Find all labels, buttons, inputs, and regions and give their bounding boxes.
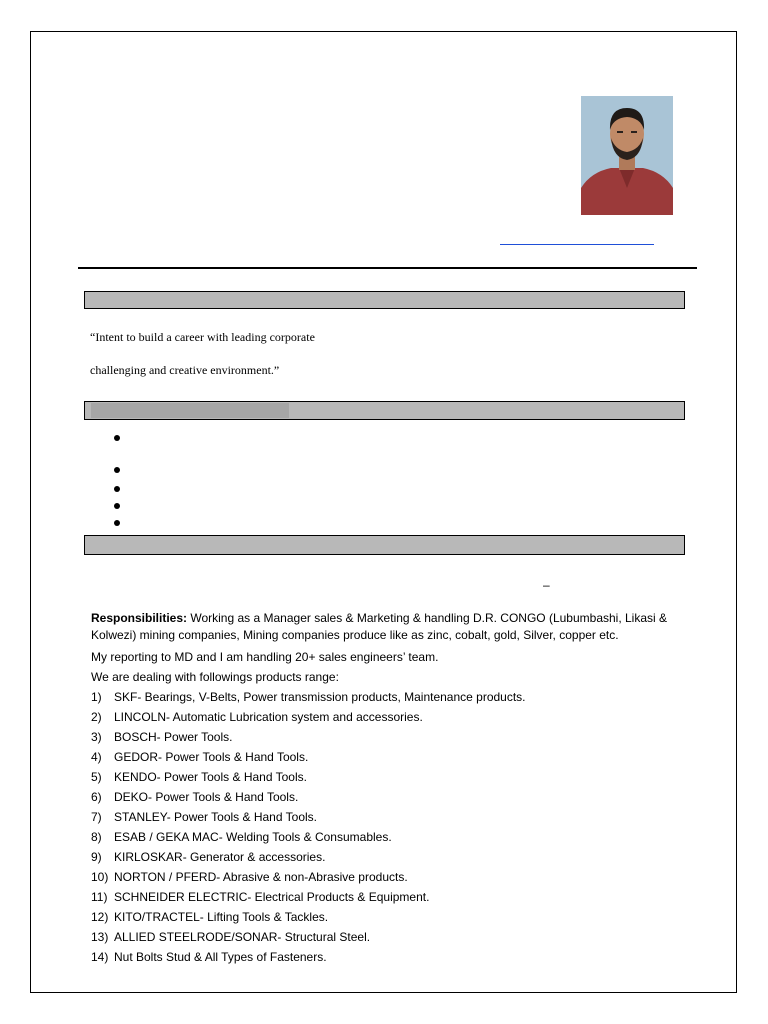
list-text: ALLIED STEELRODE/SONAR- Structural Steel. <box>114 930 371 944</box>
list-text: ESAB / GEKA MAC- Welding Tools & Consumables. <box>114 830 392 844</box>
products-list <box>91 687 691 967</box>
list-number: 4) <box>91 750 102 764</box>
products-range-intro: We are dealing with followings products range: <box>91 670 339 684</box>
list-number: 8) <box>91 830 102 844</box>
list-text: KENDO- Power Tools & Hand Tools. <box>114 770 307 784</box>
date-dash: – <box>543 578 550 592</box>
list-item <box>91 767 691 787</box>
responsibilities-heading: Responsibilities: <box>91 611 188 625</box>
responsibilities-section <box>91 610 691 967</box>
objective-line-2: challenging and creative environment.” <box>90 363 280 377</box>
list-item <box>91 887 691 907</box>
list-number: 9) <box>91 850 102 864</box>
list-item <box>91 907 691 927</box>
bullet-point <box>114 520 120 526</box>
list-number: 14) <box>91 950 109 964</box>
list-text: NORTON / PFERD- Abrasive & non-Abrasive products. <box>114 870 408 884</box>
list-item <box>91 687 691 707</box>
list-text: KITO/TRACTEL- Lifting Tools & Tackles. <box>114 910 329 924</box>
list-item <box>91 927 691 947</box>
section-bar-objective <box>84 291 685 309</box>
list-item <box>91 707 691 727</box>
list-item <box>91 947 691 967</box>
list-number: 2) <box>91 710 102 724</box>
list-item <box>91 787 691 807</box>
list-number: 12) <box>91 910 109 924</box>
list-number: 13) <box>91 930 109 944</box>
responsibilities-intro: Working as a Manager sales & Marketing & handling D.R. CONGO (Lubumbashi, Likasi & Kolwezi) mining companies, Mining companies produce like as zinc, cobalt, gold, Silver, copper etc. <box>91 611 668 642</box>
list-text: SKF- Bearings, V-Belts, Power transmission products, Maintenance products. <box>114 690 526 704</box>
list-number: 11) <box>91 890 108 904</box>
list-text: BOSCH- Power Tools. <box>114 730 233 744</box>
list-text: DEKO- Power Tools & Hand Tools. <box>114 790 299 804</box>
list-text: KIRLOSKAR- Generator & accessories. <box>114 850 326 864</box>
section-bar-skills <box>84 401 685 420</box>
reporting-line: My reporting to MD and I am handling 20+ sales engineers’ team. <box>91 650 439 664</box>
profile-photo <box>581 96 673 215</box>
list-number: 10) <box>91 870 109 884</box>
email-link-underline[interactable] <box>500 244 654 245</box>
list-item <box>91 847 691 867</box>
list-text: STANLEY- Power Tools & Hand Tools. <box>114 810 317 824</box>
portrait-image <box>581 96 673 215</box>
bullet-point <box>114 467 120 473</box>
list-number: 6) <box>91 790 102 804</box>
list-item <box>91 867 691 887</box>
objective-line-1: “Intent to build a career with leading corporate <box>90 330 315 344</box>
list-text: SCHNEIDER ELECTRIC- Electrical Products & Equipment. <box>114 890 430 904</box>
list-number: 7) <box>91 810 102 824</box>
list-item <box>91 727 691 747</box>
responsibilities-paragraph <box>91 610 691 644</box>
list-number: 1) <box>91 690 102 704</box>
list-number: 3) <box>91 730 102 744</box>
section-bar-experience <box>84 535 685 555</box>
bullet-point <box>114 486 120 492</box>
bullet-point <box>114 435 120 441</box>
list-number: 5) <box>91 770 102 784</box>
list-text: LINCOLN- Automatic Lubrication system and accessories. <box>114 710 423 724</box>
bullet-point <box>114 503 120 509</box>
list-text: GEDOR- Power Tools & Hand Tools. <box>114 750 309 764</box>
list-item <box>91 827 691 847</box>
list-item <box>91 807 691 827</box>
list-item <box>91 747 691 767</box>
list-text: Nut Bolts Stud & All Types of Fasteners. <box>114 950 327 964</box>
section-bar-highlight <box>91 403 289 418</box>
header-divider <box>78 267 697 269</box>
